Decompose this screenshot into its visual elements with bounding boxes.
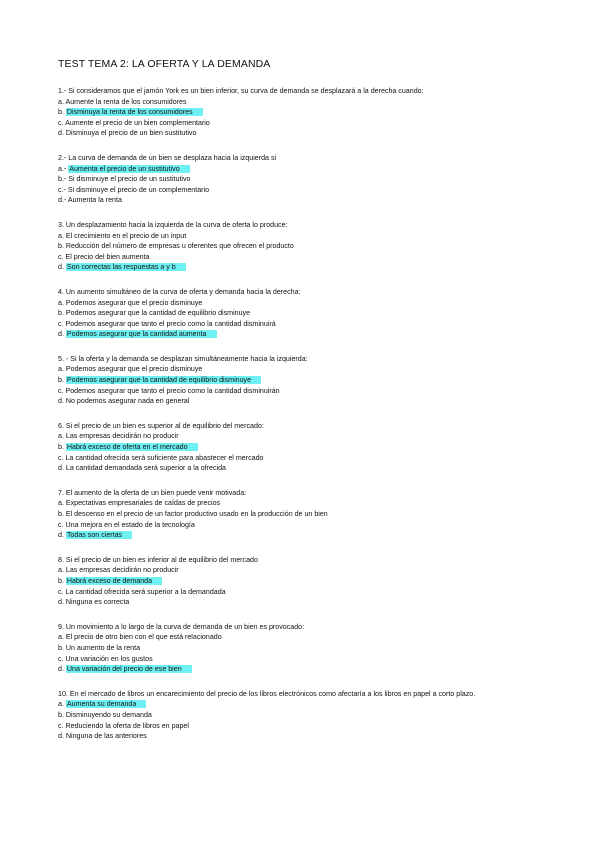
option-text: Podemos asegurar que el precio disminuye [65,298,203,307]
option-prefix: c.- [58,185,68,194]
option-text: Reducción del número de empresas u oferentes que ofrecen el producto [65,242,294,251]
answer-option [58,643,546,654]
option-prefix: b. [58,510,66,518]
answer-option [58,262,546,273]
page-title: TEST TEMA 2: LA OFERTA Y LA DEMANDA [58,58,271,70]
question-3 [58,220,546,273]
option-prefix: d. [58,397,66,406]
option-prefix: a. [58,231,66,240]
answer-option [58,699,546,710]
option-prefix: d. [58,330,66,339]
option-prefix: a. [58,97,66,106]
answer-option [58,375,546,386]
answer-option [58,587,546,598]
option-prefix: b. [58,643,66,652]
answer-option [58,364,546,375]
answer-option [58,731,546,742]
answer-option [58,565,546,576]
question-7 [58,488,546,541]
option-prefix: d. [58,263,66,272]
answer-option [58,164,546,175]
option-text: El precio del bien aumenta [65,252,150,261]
option-text: Si disminuye el precio de un sustitutivo [68,175,191,184]
question-text: 3. Un desplazamiento hacia la izquierda de la curva de oferta lo produce: [58,220,288,229]
option-prefix: b. [58,576,66,585]
option-prefix: b. [58,309,66,318]
option-text: No podemos asegurar nada en general [65,397,190,406]
question-list [58,86,546,756]
answer-option [58,231,546,242]
option-text: Ninguna de las anteriores [65,732,147,741]
option-text: Ninguna es correcta [65,598,130,607]
option-text: Una mejora en el estado de la tecnología [65,520,195,529]
option-text: La cantidad ofrecida será superior a la demandada [65,587,226,596]
option-prefix: b. [58,242,66,251]
answer-option [58,576,546,587]
answer-option [58,319,546,330]
answer-option [58,431,546,442]
answer-option [58,252,546,263]
answer-option [58,195,546,206]
highlighted-answer: Podemos asegurar que la cantidad de equilibrio disminuye [66,376,261,384]
option-text: Disminuya el precio de un bien sustitutivo [65,129,197,138]
question-text: 10. En el mercado de libros un encarecimiento del precio de los libros electrónicos como afectaría a los libros en papel a corto plazo. [58,689,476,698]
option-text: Aumenta la renta [67,196,122,205]
option-prefix: c. [58,386,66,395]
option-prefix: d. [58,464,66,473]
option-prefix: d. [58,129,66,138]
option-prefix: c. [58,453,66,462]
answer-option [58,329,546,340]
highlighted-answer: Disminuya la renta de los consumidores [66,108,203,116]
option-prefix: c. [58,520,66,529]
option-text: Un aumento de la renta [65,643,141,652]
highlighted-answer: Aumenta su demanda [66,700,146,708]
option-text: Si disminuye el precio de un complementario [67,185,210,194]
option-prefix: b. [58,710,66,719]
question-2 [58,153,546,206]
option-prefix: d. [58,732,66,741]
question-9 [58,622,546,675]
answer-option [58,118,546,129]
highlighted-answer: Aumenta el precio de un sustitutivo [68,165,189,173]
option-text: Podemos asegurar que la cantidad de equilibrio disminuye [65,309,251,318]
option-text: Podemos asegurar que el precio disminuye [65,365,203,374]
answer-option [58,654,546,665]
answer-option [58,298,546,309]
option-prefix: d.- [58,196,68,205]
option-text: Podemos asegurar que tanto el precio como la cantidad disminuirá [65,319,276,328]
option-prefix: a.- [58,164,69,173]
question-5 [58,354,546,407]
option-text: Podemos asegurar que tanto el precio como la cantidad disminuirán [65,386,280,395]
question-text: 9. Un movimiento a lo largo de la curva de demanda de un bien es provocado: [58,622,305,631]
answer-option [58,721,546,732]
option-text: El crecimiento en el precio de un input [65,231,187,240]
question-text: 7. El aumento de la oferta de un bien puede venir motivada: [58,488,247,497]
answer-option [58,442,546,453]
option-prefix: d. [58,598,66,607]
answer-option [58,710,546,721]
question-10 [58,689,546,742]
answer-option [58,128,546,139]
question-text: 4. Un aumento simultáneo de la curva de oferta y demanda hacia la derecha: [58,287,301,296]
question-text: 5. - Si la oferta y la demanda se desplazan simultáneamente hacia la izquierda: [58,354,308,363]
question-text: 2.- La curva de demanda de un bien se desplaza hacia la izquierda si [58,153,277,162]
answer-option [58,498,546,509]
option-prefix: a. [58,633,66,642]
highlighted-answer: Podemos asegurar que la cantidad aumenta [66,330,217,338]
option-prefix: a. [58,499,66,508]
answer-option [58,597,546,608]
option-prefix: c. [58,721,66,730]
option-text: Disminuyendo su demanda [65,710,152,719]
option-prefix: a. [58,365,66,374]
option-text: Una variación en los gustos [65,654,153,663]
option-prefix: c. [58,319,66,328]
answer-option [58,530,546,541]
answer-option [58,396,546,407]
option-prefix: a. [58,298,66,307]
option-text: El precio de otro bien con el que está relacionado [65,633,222,642]
question-6 [58,421,546,474]
option-prefix: b. [58,108,66,117]
answer-option [58,463,546,474]
question-4 [58,287,546,340]
answer-option [58,520,546,531]
answer-option [58,453,546,464]
question-8 [58,555,546,608]
highlighted-answer: Una variación del precio de ese bien [66,665,192,673]
answer-option [58,308,546,319]
answer-option [58,509,546,520]
answer-option [58,664,546,675]
option-prefix: c. [58,587,66,596]
option-text: Expectativas empresariales de caídas de precios [65,499,221,508]
option-text: Reduciendo la oferta de libros en papel [65,721,189,730]
question-text: 1.- Si consideramos que el jamón York es un bien inferior, su curva de demanda se desplazará a la derecha cuando: [58,87,424,95]
option-prefix: c. [58,118,66,127]
option-text: Las empresas decidirán no producir [65,432,179,441]
answer-option [58,632,546,643]
answer-option [58,97,546,108]
answer-option [58,107,546,118]
highlighted-answer: Habrá exceso de oferta en el mercado [66,443,198,451]
option-prefix: a. [58,566,66,575]
option-text: El descenso en el precio de un factor productivo usado en la producción de un bien [65,510,328,518]
highlighted-answer: Habrá exceso de demanda [66,577,162,585]
option-prefix: d. [58,665,66,674]
option-prefix: c. [58,654,66,663]
option-text: Aumente el precio de un bien complementario [65,118,210,127]
answer-option [58,185,546,196]
option-prefix: d. [58,531,66,540]
highlighted-answer: Son correctas las respuestas a y b [66,263,186,271]
option-text: Las empresas decidirán no producir [65,566,179,575]
question-text: 6. Si el precio de un bien es superior al de equilibrio del mercado: [58,421,264,430]
question-1 [58,86,546,139]
option-prefix: b. [58,376,66,385]
option-prefix: a. [58,432,66,441]
answer-option [58,174,546,185]
answer-option [58,241,546,252]
option-prefix: c. [58,252,66,261]
option-prefix: b.- [58,175,69,184]
answer-option [58,386,546,397]
option-prefix: b. [58,443,66,452]
option-prefix: a. [58,700,66,709]
question-text: 8. Si el precio de un bien es inferior al de equilibrio del mercado [58,555,258,564]
option-text: La cantidad demandada será superior a la ofrecida [65,464,226,473]
highlighted-answer: Todas son ciertas [66,531,132,539]
option-text: Aumente la renta de los consumidores [65,97,187,106]
option-text: La cantidad ofrecida será suficiente para abastecer el mercado [65,453,264,462]
